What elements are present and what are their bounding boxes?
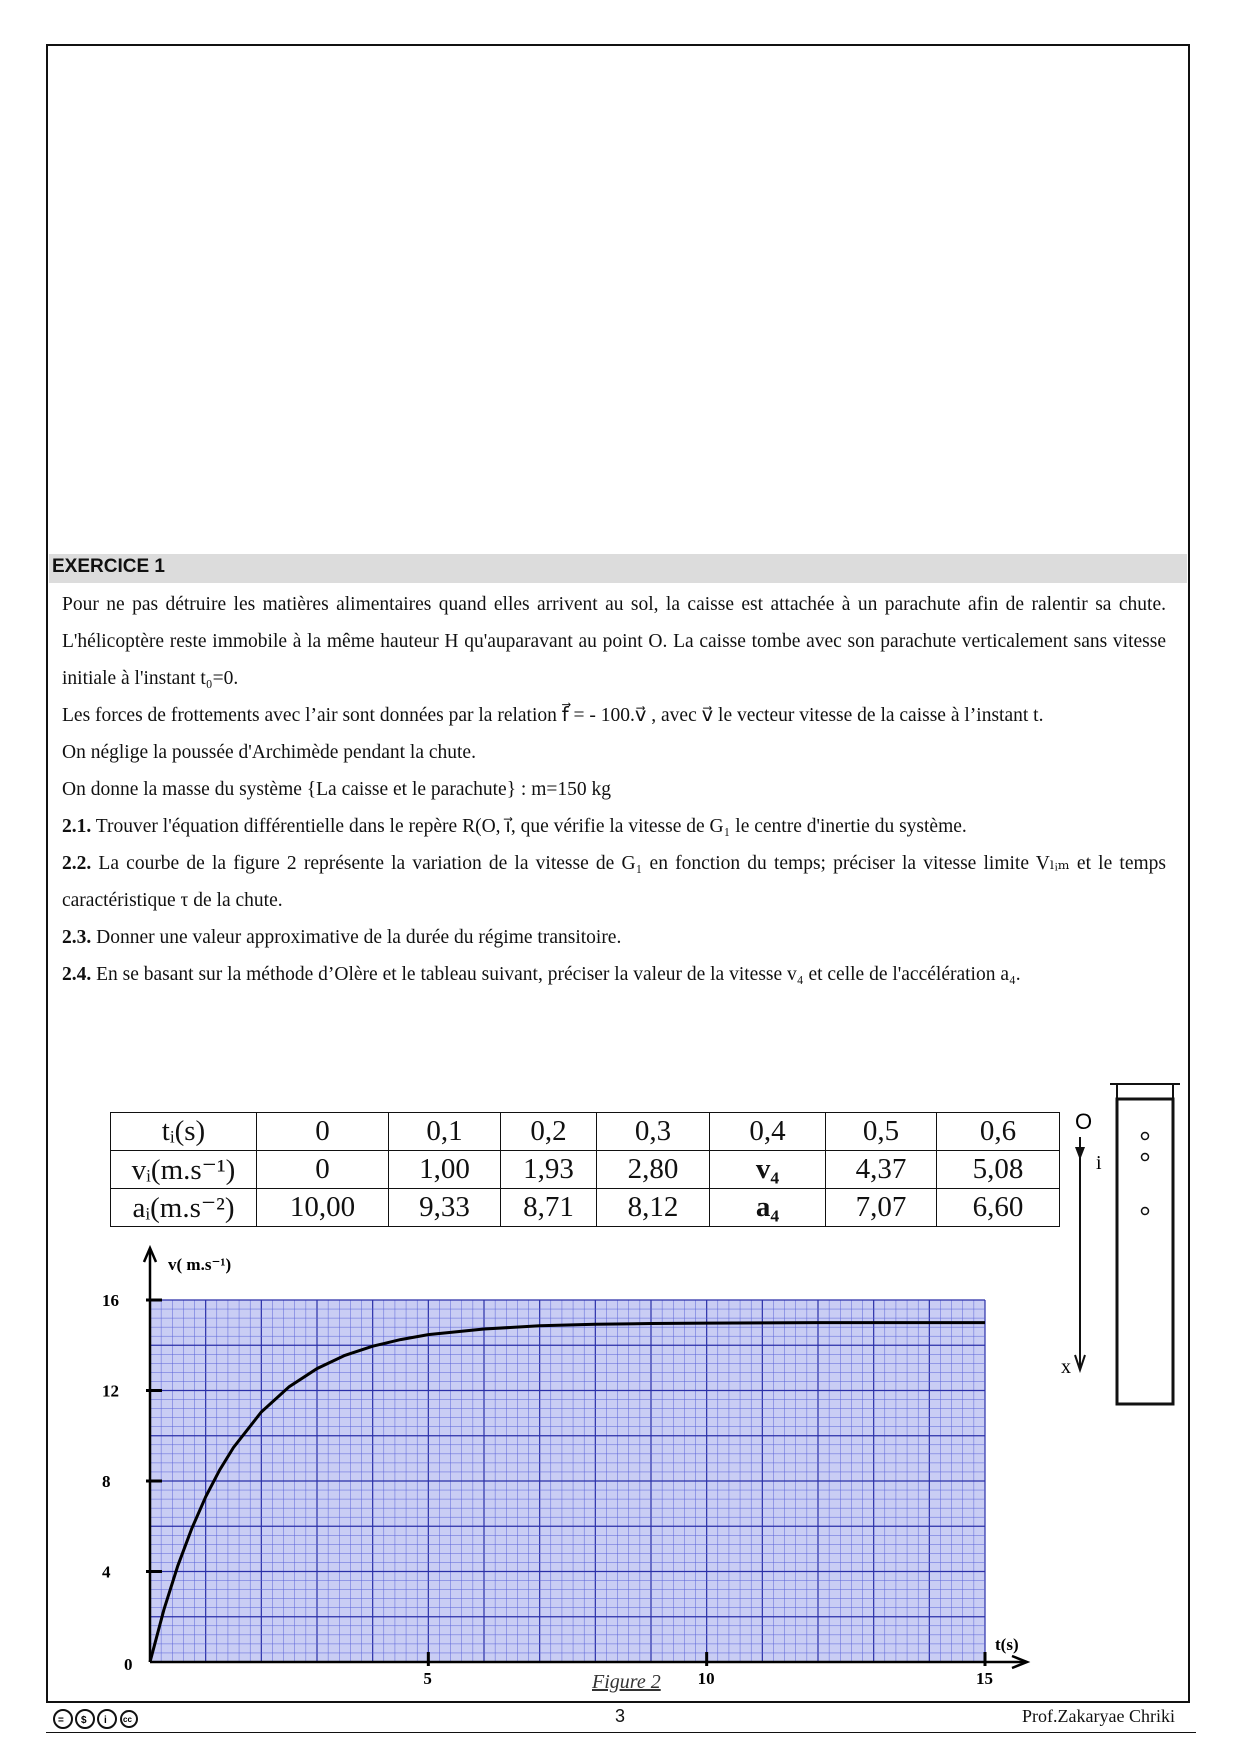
table-cell: 1,93 (501, 1151, 597, 1189)
table-cell: 2,80 (597, 1151, 710, 1189)
paragraph-4: On donne la masse du système {La caisse et le parachute} : m=150 kg (62, 779, 612, 800)
page-number: 3 (615, 1706, 626, 1726)
bubble (1142, 1154, 1149, 1161)
table-cell: 0,6 (937, 1113, 1060, 1151)
footer-rule (46, 1732, 1196, 1733)
table-cell: 1,00 (389, 1151, 501, 1189)
paragraph-3: On néglige la poussée d'Archimède pendant la chute. (62, 742, 476, 763)
exercise-statement (62, 586, 1166, 993)
bubble (1142, 1133, 1149, 1140)
question-text: En se basant sur la méthode d’Olère et le tableau suivant, préciser la valeur de la vitesse v₄ et celle de l'accélération a₄. (96, 964, 1021, 985)
svg-text:$: $ (81, 1715, 87, 1726)
table-cell: 0,4 (710, 1113, 826, 1151)
question-2-3 (62, 919, 1166, 956)
table-cell: 8,12 (597, 1189, 710, 1227)
tube-origin-label: O (1075, 1109, 1093, 1134)
chart-grid (150, 1300, 985, 1662)
y-tick-label: 8 (102, 1472, 111, 1491)
table-cell: 8,71 (501, 1189, 597, 1227)
svg-text:i: i (104, 1715, 107, 1726)
question-2-1 (62, 808, 1166, 845)
question-number: 2.3. (62, 927, 92, 948)
question-number: 2.2. (62, 853, 92, 874)
tube-axis-label: x (1061, 1356, 1071, 1378)
table-cell: 0,3 (597, 1113, 710, 1151)
question-2-4 (62, 956, 1166, 993)
table-cell: 0 (257, 1113, 389, 1151)
svg-text:=: = (58, 1715, 64, 1726)
x-axis-label: t(s) (995, 1635, 1019, 1654)
paragraph-2: Les forces de frottements avec l’air sont données par la relation f⃗ = - 100.v⃗ , avec v⃗ le vecteur vitesse de la caisse à l’instant t. (62, 705, 1044, 726)
velocity-chart (80, 1240, 1070, 1710)
table-cell: 10,00 (257, 1189, 389, 1227)
y-tick-label: 12 (102, 1381, 119, 1401)
x-tick-label: 10 (697, 1669, 715, 1688)
table-cell: 5,08 (937, 1151, 1060, 1189)
paragraph-1: Pour ne pas détruire les matières alimentaires quand elles arrivent au sol, la caisse est attachée à un parachute afin de ralentir sa chute. L'hélicoptère reste immobile à la même hauteur H qu'auparavant au point O. La caisse tombe avec son parachute verticalement sans vitesse initiale à l'instant t₀=0. (62, 594, 1166, 689)
svg-text:cc: cc (123, 1715, 132, 1724)
row-label: aᵢ(m.s⁻²) (111, 1189, 257, 1227)
tube-unit-label: i (1096, 1152, 1102, 1174)
question-text: Trouver l'équation différentielle dans le repère R(O, i⃗, que vérifie la vitesse de G₁ le centre d'inertie du système. (95, 816, 967, 837)
table-cell: 4,37 (826, 1151, 937, 1189)
question-number: 2.1. (62, 816, 92, 837)
unit-vector-arrow (1075, 1147, 1085, 1160)
table-cell: 0,5 (826, 1113, 937, 1151)
bubble (1142, 1208, 1149, 1215)
author: Prof.Zakaryae Chriki (1022, 1706, 1175, 1726)
table-cell: 0 (257, 1151, 389, 1189)
cc-license-icon (52, 1708, 138, 1730)
origin-label: 0 (124, 1655, 133, 1674)
x-tick-label: 5 (423, 1669, 432, 1688)
table-row (111, 1189, 1060, 1227)
table-cell: 7,07 (826, 1189, 937, 1227)
table-cell: 6,60 (937, 1189, 1060, 1227)
table-cell: 0,2 (501, 1113, 597, 1151)
exercise-title: EXERCICE 1 (52, 556, 165, 577)
y-tick-label: 16 (102, 1291, 119, 1310)
exercise-header-bar (49, 554, 1187, 583)
table-row (111, 1151, 1060, 1189)
question-text: La courbe de la figure 2 représente la variation de la vitesse de G₁ en fonction du temps; préciser la vitesse limite Vₗᵢₘ et le temps caractéristique τ de la chute. (62, 853, 1166, 911)
euler-table (110, 1112, 1060, 1227)
question-2-2 (62, 845, 1166, 919)
table-cell-unknown-v4: v₄ (710, 1151, 826, 1189)
question-text: Donner une valeur approximative de la durée du régime transitoire. (96, 927, 622, 948)
tube-body (1117, 1099, 1173, 1404)
y-axis-label: v( m.s⁻¹) (168, 1255, 232, 1274)
question-number: 2.4. (62, 964, 92, 985)
x-tick-label: 15 (976, 1669, 993, 1688)
y-tick-label: 4 (102, 1562, 111, 1582)
table-cell: 9,33 (389, 1189, 501, 1227)
row-label: tᵢ(s) (111, 1113, 257, 1151)
figure-caption: Figure 2 (592, 1671, 661, 1693)
license-badge (52, 1708, 138, 1735)
tube-diagram (1055, 1075, 1185, 1415)
table-row (111, 1113, 1060, 1151)
table-cell: 0,1 (389, 1113, 501, 1151)
table-cell-unknown-a4: a₄ (710, 1189, 826, 1227)
row-label: vᵢ(m.s⁻¹) (111, 1151, 257, 1189)
